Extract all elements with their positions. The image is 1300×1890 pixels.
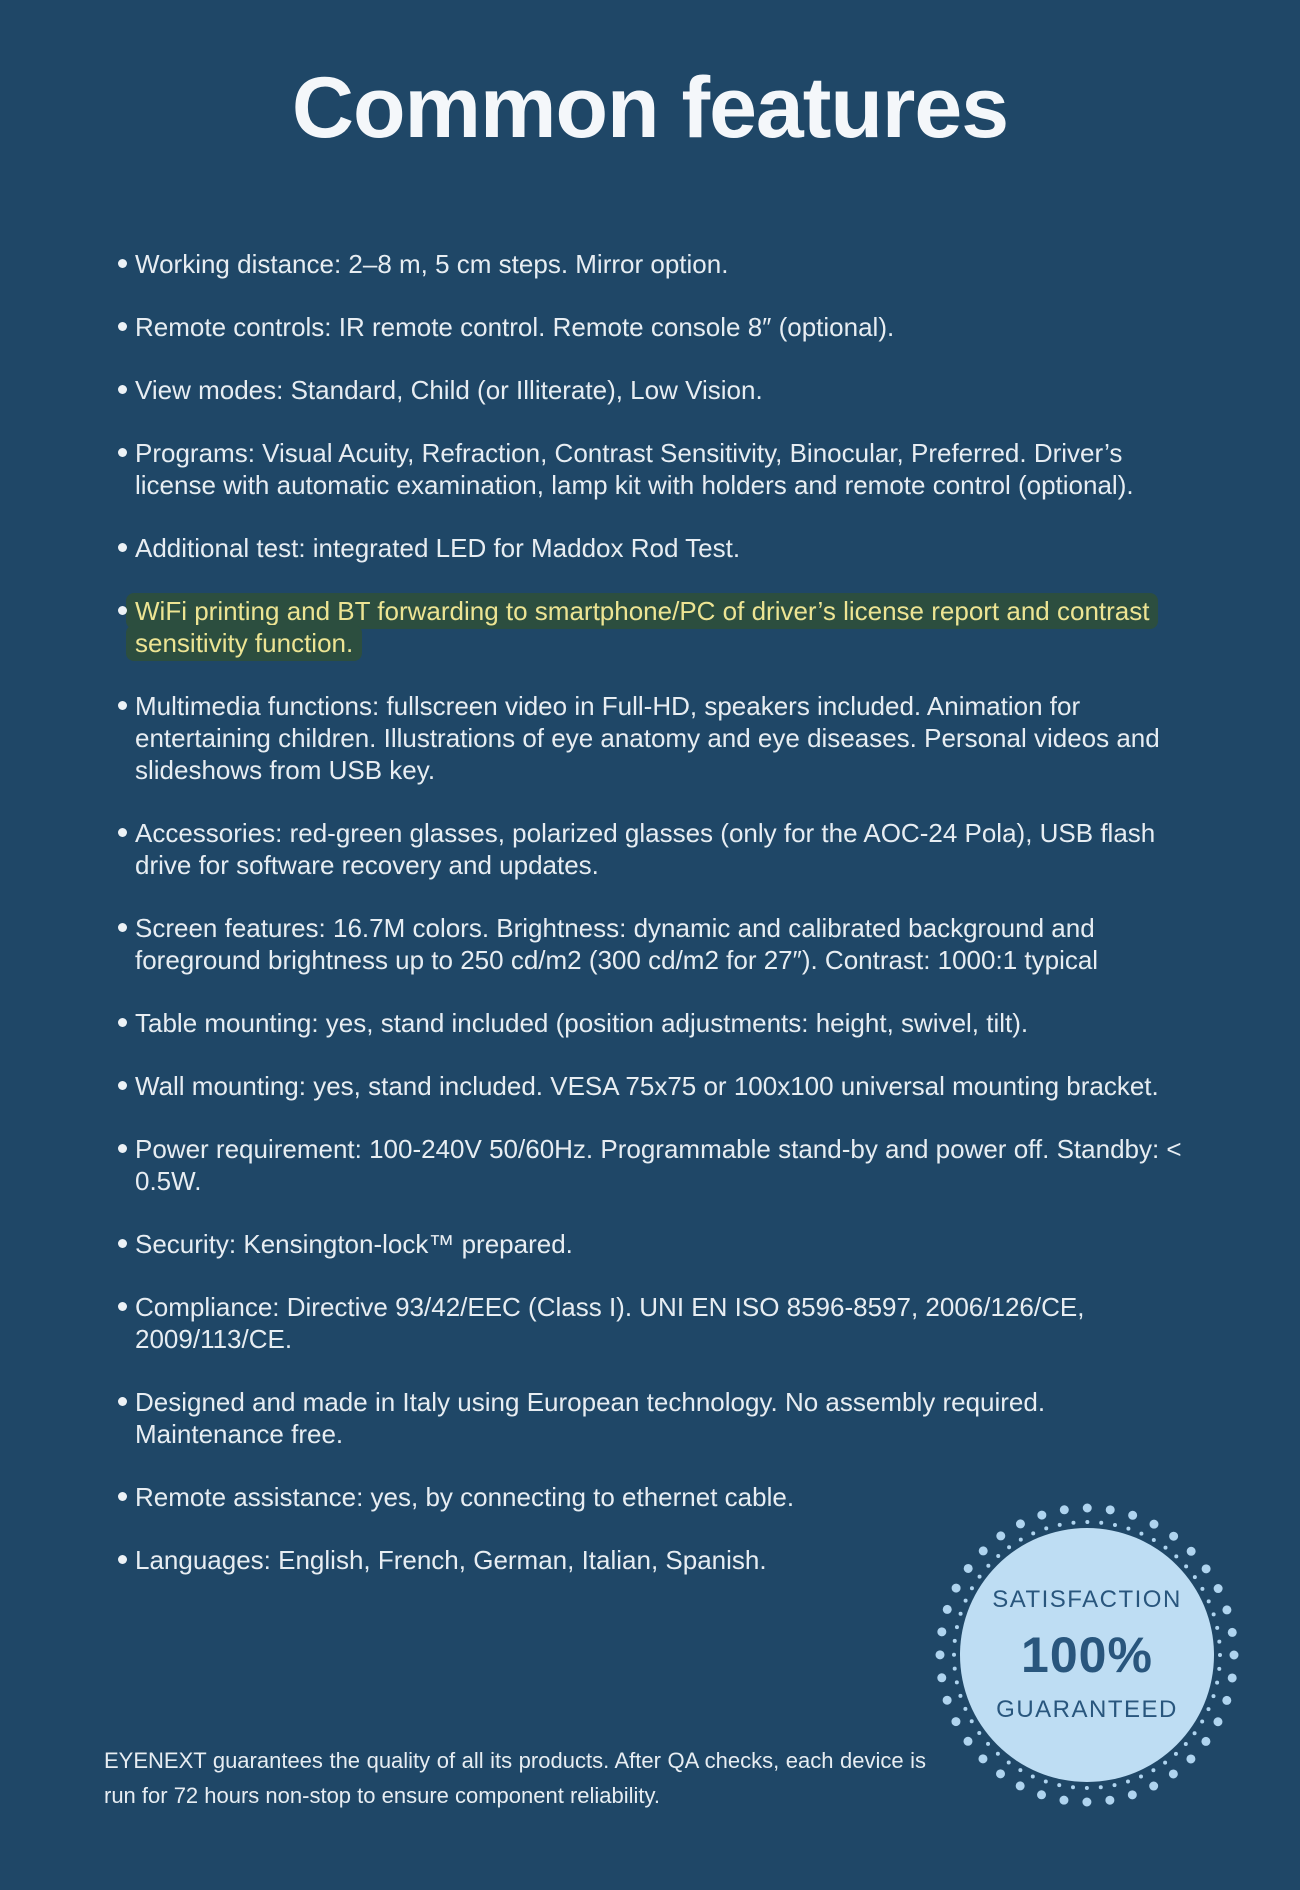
feature-item <box>101 1228 1183 1260</box>
feature-text: Accessories: red-green glasses, polarized glasses (only for the AOC-24 Pola), USB flash drive for software recovery and updates. <box>135 818 1156 880</box>
feature-item <box>101 437 1183 501</box>
feature-text: Working distance: 2–8 m, 5 cm steps. Mirror option. <box>135 249 729 279</box>
feature-text: View modes: Standard, Child (or Illiterate), Low Vision. <box>135 375 763 405</box>
feature-item <box>101 690 1183 786</box>
feature-text: Languages: English, French, German, Italian, Spanish. <box>135 1545 767 1575</box>
feature-text: Additional test: integrated LED for Maddox Rod Test. <box>135 533 741 563</box>
feature-item <box>101 595 1183 659</box>
feature-text: Programs: Visual Acuity, Refraction, Contrast Sensitivity, Binocular, Preferred. Driver’s license with automatic examination, lamp kit with holders and remote control (optional). <box>135 438 1134 500</box>
satisfaction-badge <box>933 1501 1241 1809</box>
feature-item <box>101 1007 1183 1039</box>
feature-item <box>101 1291 1183 1355</box>
feature-item <box>101 1133 1183 1197</box>
feature-item <box>101 248 1183 280</box>
guarantee-note: EYENEXT guarantees the quality of all its products. After QA checks, each device is run for 72 hours non-stop to ensure component reliability. <box>104 1748 926 1808</box>
feature-text: Table mounting: yes, stand included (position adjustments: height, swivel, tilt). <box>135 1008 1029 1038</box>
feature-text: Remote controls: IR remote control. Remote console 8″ (optional). <box>135 312 895 342</box>
feature-item <box>101 912 1183 976</box>
feature-list <box>101 248 1183 1576</box>
feature-text: Screen features: 16.7M colors. Brightness: dynamic and calibrated background and foreground brightness up to 250 cd/m2 (300 cd/m2 for 27″). Contrast: 1000:1 typical <box>135 913 1099 975</box>
feature-text: Security: Kensington-lock™ prepared. <box>135 1229 573 1259</box>
feature-text: Compliance: Directive 93/42/EEC (Class I). UNI EN ISO 8596-8597, 2006/126/​CE, 2009/113/CE. <box>135 1292 1085 1354</box>
feature-text: WiFi printing and BT forwarding to smartphone/PC of driver’s license report and contrast sensitivity function. <box>126 593 1158 661</box>
feature-item <box>101 1070 1183 1102</box>
feature-text: Power requirement: 100-240V 50/60Hz. Programmable stand-by and power off. Standby: < 0.5W. <box>135 1134 1182 1196</box>
feature-item <box>101 817 1183 881</box>
feature-text: Remote assistance: yes, by connecting to ethernet cable. <box>135 1482 795 1512</box>
feature-item <box>101 311 1183 343</box>
badge-top-label: SATISFACTION <box>992 1586 1182 1613</box>
page-title: Common features <box>291 60 1009 156</box>
feature-item <box>101 374 1183 406</box>
feature-text: Multimedia functions: fullscreen video in Full-HD, speakers included. Animation for entertaining children. Illustrations of eye anatomy and eye diseases. Personal videos and slideshows from USB key. <box>135 691 1160 785</box>
feature-item <box>101 1386 1183 1450</box>
badge-bottom-label: GUARANTEED <box>996 1696 1178 1723</box>
badge-text <box>933 1501 1241 1809</box>
badge-value: 100% <box>1021 1627 1153 1683</box>
feature-item <box>101 532 1183 564</box>
feature-text: Designed and made in Italy using European technology. No assembly required. Maintenance free. <box>135 1387 1046 1449</box>
feature-text: Wall mounting: yes, stand included. VESA 75x75 or 100x100 universal mounting bracket. <box>135 1071 1159 1101</box>
